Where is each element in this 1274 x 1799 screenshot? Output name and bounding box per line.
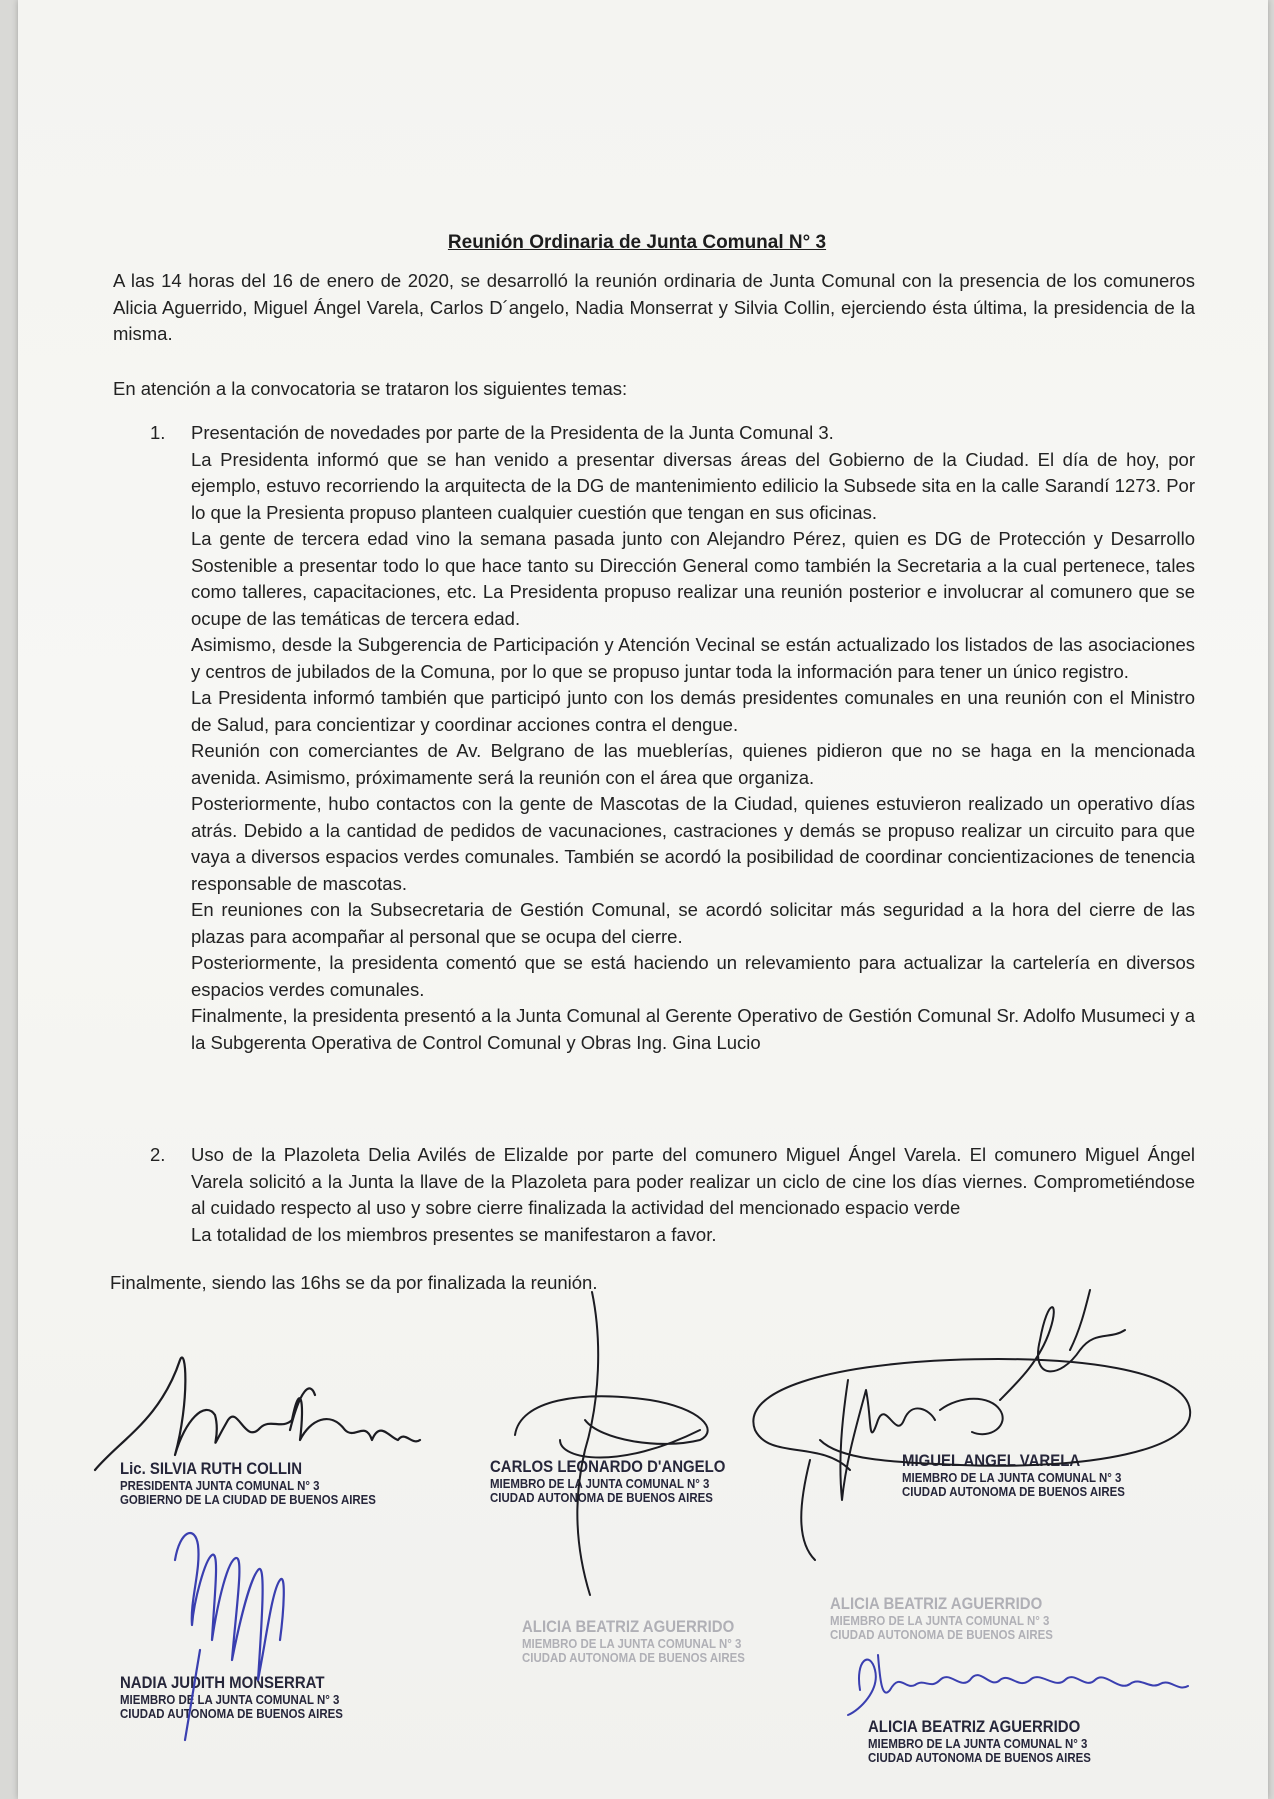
item-body (191, 420, 1195, 1056)
stamp-line: GOBIERNO DE LA CIUDAD DE BUENOS AIRES (120, 1491, 376, 1507)
item-paragraph: La totalidad de los miembros presentes se manifestaron a favor. (191, 1223, 717, 1245)
stamp-line: CIUDAD AUTONOMA DE BUENOS AIRES (522, 1649, 745, 1665)
stamp-line: MIEMBRO DE LA JUNTA COMUNAL N° 3 (120, 1691, 340, 1707)
stamp-line: CIUDAD AUTONOMA DE BUENOS AIRES (902, 1483, 1125, 1499)
document-title: Reunión Ordinaria de Junta Comunal N° 3 (447, 232, 827, 253)
stamp-name: ALICIA BEATRIZ AGUERRIDO (522, 1617, 735, 1636)
item-number: 1. (150, 422, 166, 443)
item-paragraph: Reunión con comerciantes de Av. Belgrano de las mueblerías, quienes pidieron que no se haga en la mencionada avenida. Asimismo, próximamente será la reunión con el área que organiza. (191, 740, 1195, 788)
stamp-aguerrido-faded-2 (830, 1595, 1053, 1642)
stamp-name: CARLOS LEONARDO D'ANGELO (490, 1457, 726, 1476)
stamp-line: MIEMBRO DE LA JUNTA COMUNAL N° 3 (902, 1469, 1122, 1485)
item-number: 2. (150, 1144, 166, 1165)
stamp-line: CIUDAD AUTONOMA DE BUENOS AIRES (830, 1626, 1053, 1642)
stamp-line: PRESIDENTA JUNTA COMUNAL N° 3 (120, 1477, 320, 1493)
closing-line: Finalmente, siendo las 16hs se da por finalizada la reunión. (110, 1272, 598, 1293)
item-paragraph: En reuniones con la Subsecretaria de Gestión Comunal, se acordó solicitar más seguridad a la hora del cierre de las plazas para acompañar al personal que se ocupa del cierre. (191, 899, 1195, 947)
stamp-dangelo (490, 1458, 725, 1505)
item-paragraph: Presentación de novedades por parte de la Presidenta de la Junta Comunal 3. (191, 422, 834, 443)
stamp-line: MIEMBRO DE LA JUNTA COMUNAL N° 3 (522, 1635, 742, 1651)
stamp-line: MIEMBRO DE LA JUNTA COMUNAL N° 3 (868, 1735, 1088, 1751)
item-paragraph: Posteriormente, la presidenta comentó que se está haciendo un relevamiento para actualizar la cartelería en diversos espacios verdes comunales. (191, 952, 1195, 1000)
stamp-line: CIUDAD AUTONOMA DE BUENOS AIRES (868, 1749, 1091, 1765)
stamp-name: NADIA JUDITH MONSERRAT (120, 1673, 325, 1692)
agenda-item-2 (150, 1142, 1195, 1248)
item-paragraph: La gente de tercera edad vino la semana pasada junto con Alejandro Pérez, quien es DG de Protección y Desarrollo Sostenible a presentar todo lo que hace tanto su Dirección General como también la Secretaria a la cual pertenece, tales como talleres, capacitaciones, etc. La Presidenta propuso realizar una reunión posterior e involucrar al comunero que se ocupe de las temáticas de tercera edad. (191, 528, 1195, 629)
stamp-collin (120, 1460, 376, 1507)
stamp-aguerrido (868, 1718, 1091, 1765)
stamp-line: CIUDAD AUTONOMA DE BUENOS AIRES (490, 1489, 713, 1505)
intro-paragraph: A las 14 horas del 16 de enero de 2020, se desarrolló la reunión ordinaria de Junta Comunal con la presencia de los comuneros Alicia Aguerrido, Miguel Ángel Varela, Carlos D´angelo, Nadia Monserrat y Silvia Collin, ejerciendo ésta última, la presidencia de la misma. (113, 270, 1195, 344)
item-paragraph: Uso de la Plazoleta Delia Avilés de Elizalde por parte del comunero Miguel Ángel Varela. El comunero Miguel Ángel Varela solicitó a la Junta la llave de la Plazoleta para poder realizar un ciclo de cine los días viernes. Comprometiéndose al cuidado respecto al uso y sobre cierre finalizada la actividad del mencionado espacio verde (191, 1144, 1195, 1218)
stamp-line: MIEMBRO DE LA JUNTA COMUNAL N° 3 (830, 1612, 1050, 1628)
stamp-line: MIEMBRO DE LA JUNTA COMUNAL N° 3 (490, 1475, 710, 1491)
stamp-line: CIUDAD AUTONOMA DE BUENOS AIRES (120, 1705, 343, 1721)
item-paragraph: La Presidenta informó también que participó junto con los demás presidentes comunales en una reunión con el Ministro de Salud, para concientizar y coordinar acciones contra el dengue. (191, 687, 1195, 735)
stamp-name: ALICIA BEATRIZ AGUERRIDO (868, 1717, 1081, 1736)
convocatoria-line: En atención a la convocatoria se trataron los siguientes temas: (113, 378, 628, 399)
item-paragraph: Finalmente, la presidenta presentó a la Junta Comunal al Gerente Operativo de Gestión Comunal Sr. Adolfo Musumeci y a la Subgerenta Operativa de Control Comunal y Obras Ing. Gina Lucio (191, 1005, 1195, 1053)
stamp-name: Lic. SILVIA RUTH COLLIN (120, 1459, 303, 1478)
item-body (191, 1142, 1195, 1248)
stamp-varela (902, 1452, 1125, 1499)
item-paragraph: Asimismo, desde la Subgerencia de Participación y Atención Vecinal se están actualizado los listados de las asociaciones y centros de jubilados de la Comuna, por lo que se propuso juntar toda la información para tener un único registro. (191, 634, 1195, 682)
stamp-monserrat (120, 1674, 343, 1721)
stamp-name: MIGUEL ANGEL VARELA (902, 1451, 1081, 1470)
stamp-aguerrido-faded (522, 1618, 745, 1665)
agenda-item-1 (150, 420, 1195, 1056)
item-paragraph: La Presidenta informó que se han venido a presentar diversas áreas del Gobierno de la Ciudad. El día de hoy, por ejemplo, estuvo recorriendo la arquitecta de la DG de mantenimiento edilicio la Subsede sita en la calle Sarandí 1273. Por lo que la Presienta propuso planteen cualquier cuestión que tengan en sus oficinas. (191, 448, 1195, 523)
item-paragraph: Posteriormente, hubo contactos con la gente de Mascotas de la Ciudad, quienes estuvieron realizado un operativo días atrás. Debido a la cantidad de pedidos de vacunaciones, castraciones y demás se propuso realizar un circuito para que vaya a diversos espacios verdes comunales. También se acordó la posibilidad de coordinar concientizaciones de tenencia responsable de mascotas. (191, 793, 1195, 894)
stamp-name: ALICIA BEATRIZ AGUERRIDO (830, 1594, 1043, 1613)
